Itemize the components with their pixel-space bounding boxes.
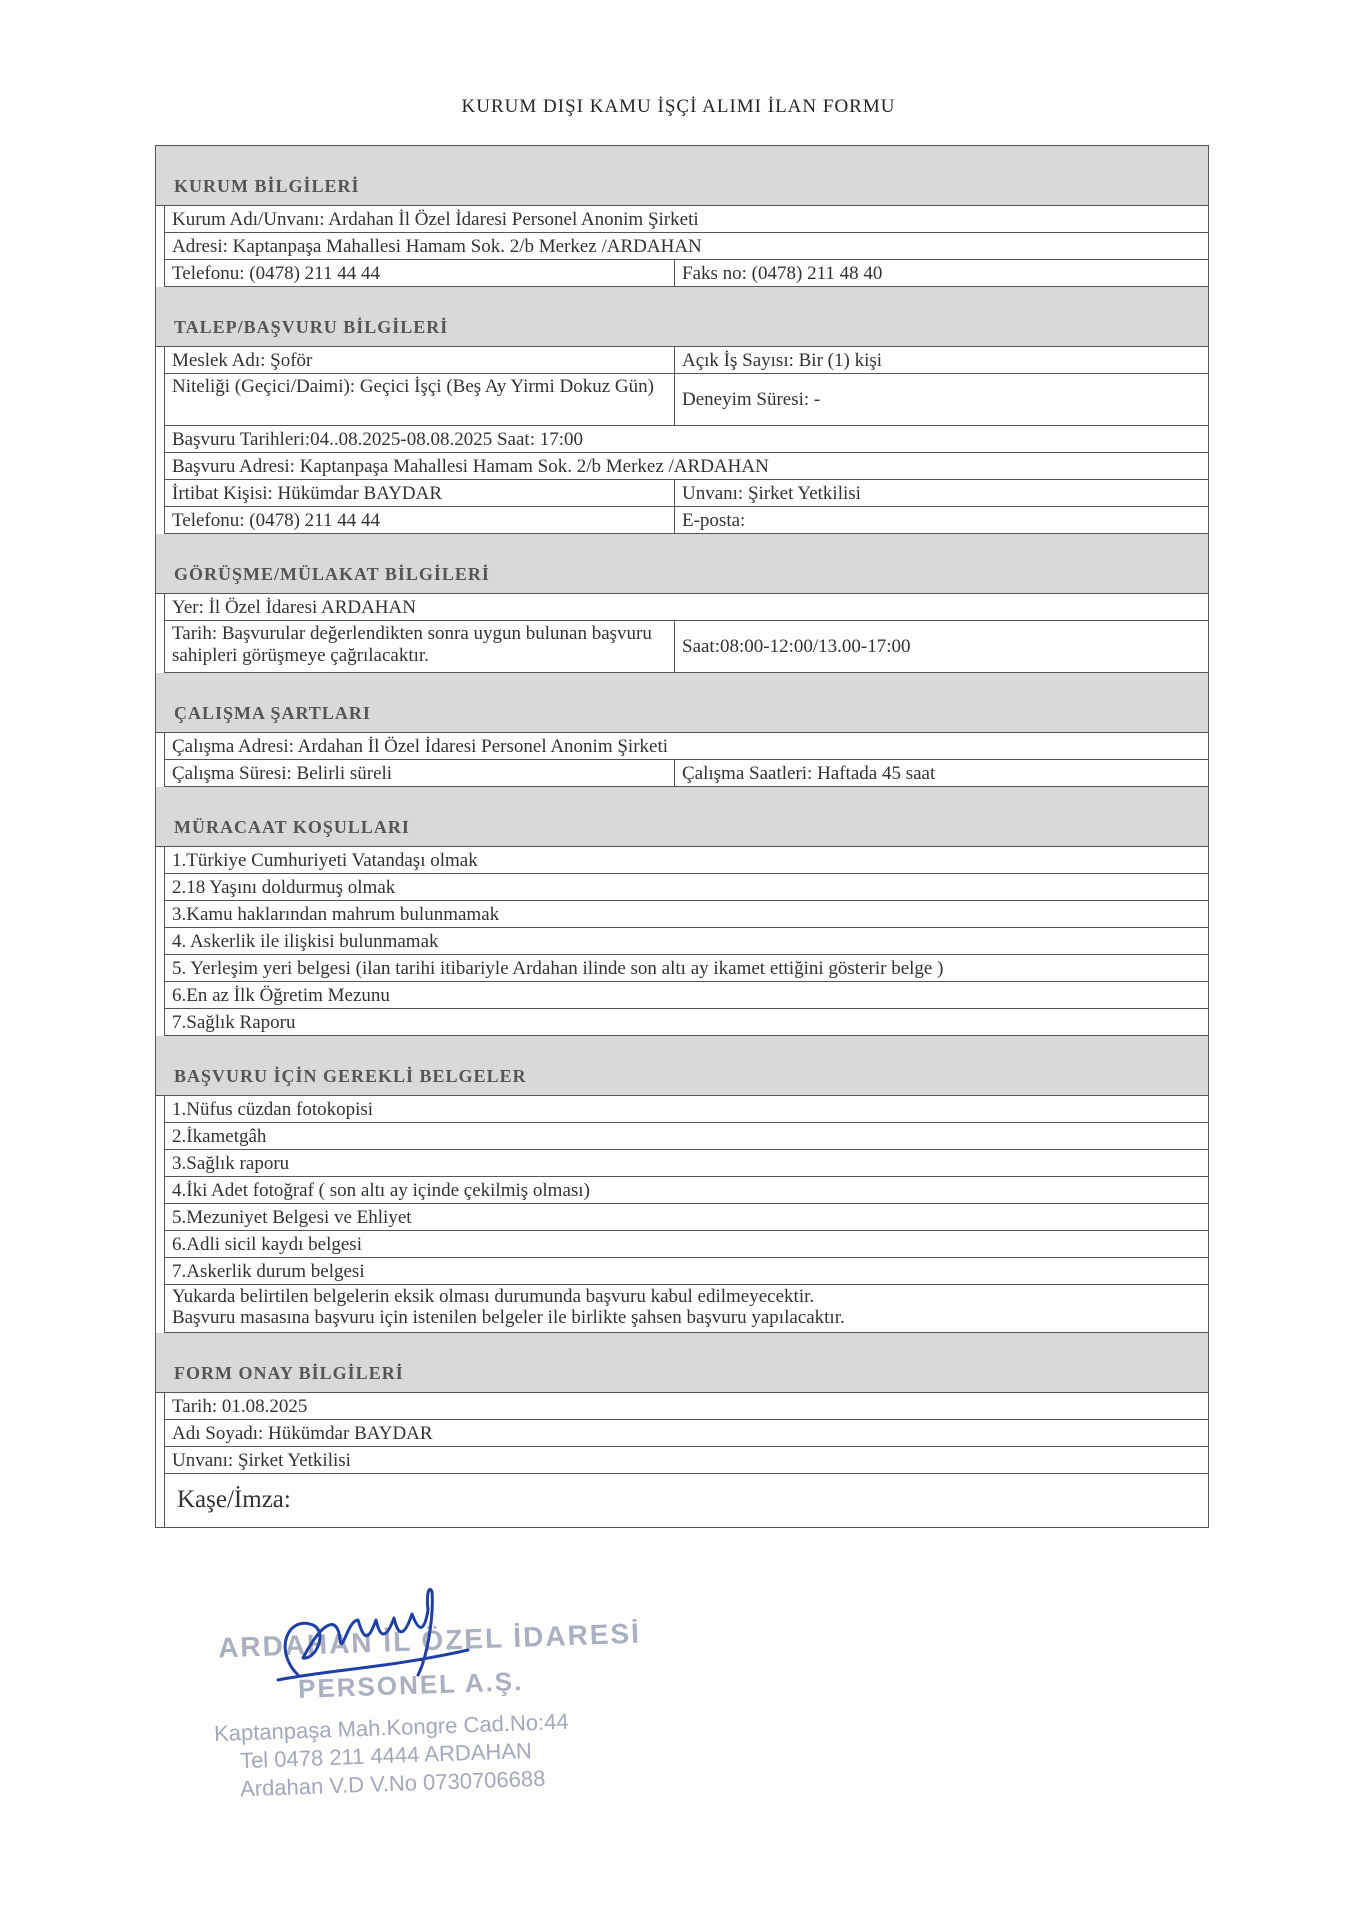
belge-item: 3.Sağlık raporu	[172, 1153, 290, 1174]
stamp-phone: Tel 0478 211 4444 ARDAHAN	[239, 1737, 533, 1774]
calisma-adres-row	[164, 733, 1208, 760]
stamp-company-name: ARDAHAN İL ÖZEL İDARESİ	[217, 1617, 642, 1664]
kurum-fax: Faks no: (0478) 211 48 40	[682, 263, 883, 284]
list-item	[164, 1009, 1208, 1036]
onay-tarih: Tarih: 01.08.2025	[172, 1396, 308, 1417]
section-belgeler-heading: BAŞVURU İÇİN GEREKLİ BELGELER	[156, 1036, 1208, 1096]
onay-adi: Adı Soyadı: Hükümdar BAYDAR	[172, 1423, 433, 1444]
talep-eposta: E-posta:	[682, 510, 746, 531]
belge-item: 1.Nüfus cüzdan fotokopisi	[172, 1099, 374, 1120]
belge-item: 7.Askerlik durum belgesi	[172, 1261, 365, 1282]
talep-irtibat: İrtibat Kişisi: Hükümdar BAYDAR	[165, 480, 675, 506]
talep-irtibat-row	[164, 480, 1208, 507]
belgeler-note-line-2: Başvuru masasına başvuru için istenilen belgeler ile birlikte şahsen başvuru yapılacaktır.	[172, 1307, 845, 1328]
muracaat-item: 3.Kamu haklarından mahrum bulunmamak	[172, 904, 500, 925]
gorusme-tarih-row	[164, 621, 1208, 673]
gorusme-saat: Saat:08:00-12:00/13.00-17:00	[682, 635, 911, 657]
list-item	[164, 1123, 1208, 1150]
section-onay-heading: FORM ONAY BİLGİLERİ	[156, 1333, 1208, 1393]
talep-meslek-row	[164, 347, 1208, 374]
calisma-saatler: Çalışma Saatleri: Haftada 45 saat	[682, 763, 936, 784]
belgeler-note	[165, 1285, 1208, 1332]
kurum-address-row	[164, 233, 1208, 260]
list-item	[164, 1204, 1208, 1231]
list-item	[164, 1150, 1208, 1177]
talep-nitelik-row	[164, 374, 1208, 426]
list-item	[164, 1177, 1208, 1204]
kase-imza-label: Kaşe/İmza:	[164, 1474, 1208, 1527]
muracaat-item: 1.Türkiye Cumhuriyeti Vatandaşı olmak	[172, 850, 478, 871]
belge-item: 6.Adli sicil kaydı belgesi	[172, 1234, 362, 1255]
kurum-name: Kurum Adı/Unvanı: Ardahan İl Özel İdaresi Personel Anonim Şirketi	[172, 209, 699, 230]
muracaat-item: 4. Askerlik ile ilişkisi bulunmamak	[172, 931, 439, 952]
belgeler-note-row	[164, 1285, 1208, 1333]
onay-adi-row	[164, 1420, 1208, 1447]
section-muracaat-heading: MÜRACAAT KOŞULLARI	[156, 787, 1208, 847]
section-talep-heading: TALEP/BAŞVURU BİLGİLERİ	[156, 287, 1208, 347]
talep-tarih: Başvuru Tarihleri:04..08.2025-08.08.2025 Saat: 17:00	[172, 429, 583, 450]
page-title: KURUM DIŞI KAMU İŞÇİ ALIMI İLAN FORMU	[461, 96, 896, 117]
gorusme-yer-row	[164, 594, 1208, 621]
talep-deneyim: Deneyim Süresi: -	[682, 388, 821, 410]
onay-unvan: Unvanı: Şirket Yetkilisi	[172, 1450, 351, 1471]
calisma-sure: Çalışma Süresi: Belirli süreli	[165, 760, 675, 786]
onay-tarih-row	[164, 1393, 1208, 1420]
stamp-tax: Ardahan V.D V.No 0730706688	[239, 1765, 546, 1802]
section-gorusme-heading: GÖRÜŞME/MÜLAKAT BİLGİLERİ	[156, 534, 1208, 594]
talep-meslek: Meslek Adı: Şoför	[165, 347, 675, 373]
calisma-adres: Çalışma Adresi: Ardahan İl Özel İdaresi Personel Anonim Şirketi	[172, 736, 669, 757]
list-item	[164, 955, 1208, 982]
muracaat-item: 2.18 Yaşını doldurmuş olmak	[172, 877, 396, 898]
list-item	[164, 1096, 1208, 1123]
stamp-address: Kaptanpaşa Mah.Kongre Cad.No:44	[213, 1708, 569, 1747]
list-item	[164, 982, 1208, 1009]
list-item	[164, 847, 1208, 874]
talep-unvan: Unvanı: Şirket Yetkilisi	[682, 483, 861, 504]
belgeler-note-line-1: Yukarda belirtilen belgelerin eksik olması durumunda başvuru kabul edilmeyecektir.	[172, 1286, 815, 1307]
calisma-sure-row	[164, 760, 1208, 787]
belge-item: 2.İkametgâh	[172, 1126, 267, 1147]
talep-adres-row	[164, 453, 1208, 480]
belge-item: 4.İki Adet fotoğraf ( son altı ay içinde çekilmiş olması)	[172, 1180, 590, 1201]
announcement-form	[155, 145, 1209, 1528]
talep-adres: Başvuru Adresi: Kaptanpaşa Mahallesi Hamam Sok. 2/b Merkez /ARDAHAN	[172, 456, 769, 477]
kurum-phone: Telefonu: (0478) 211 44 44	[165, 260, 675, 286]
section-calisma-heading: ÇALIŞMA ŞARTLARI	[156, 673, 1208, 733]
gorusme-tarih: Tarih: Başvurular değerlendikten sonra uygun bulunan başvuru sahipleri görüşmeye çağrılacaktır.	[165, 621, 675, 672]
kurum-contact-row	[164, 260, 1208, 287]
section-kurum-heading: KURUM BİLGİLERİ	[156, 146, 1208, 206]
list-item	[164, 928, 1208, 955]
muracaat-item: 5. Yerleşim yeri belgesi (ilan tarihi itibariyle Ardahan ilinde son altı ay ikamet ettiğini gösterir belge )	[172, 958, 944, 979]
gorusme-yer: Yer: İl Özel İdaresi ARDAHAN	[172, 597, 416, 618]
list-item	[164, 874, 1208, 901]
signature	[268, 1580, 488, 1700]
stamp-company-type: PERSONEL A.Ş.	[297, 1666, 524, 1704]
talep-telefon: Telefonu: (0478) 211 44 44	[165, 507, 675, 533]
kurum-name-row	[164, 206, 1208, 233]
talep-telefon-row	[164, 507, 1208, 534]
talep-acik-is: Açık İş Sayısı: Bir (1) kişi	[682, 350, 883, 371]
kurum-address: Adresi: Kaptanpaşa Mahallesi Hamam Sok. 2/b Merkez /ARDAHAN	[172, 236, 702, 257]
list-item	[164, 1258, 1208, 1285]
belge-item: 5.Mezuniyet Belgesi ve Ehliyet	[172, 1207, 412, 1228]
onay-unvan-row	[164, 1447, 1208, 1474]
muracaat-item: 6.En az İlk Öğretim Mezunu	[172, 985, 390, 1006]
list-item	[164, 901, 1208, 928]
talep-tarih-row	[164, 426, 1208, 453]
talep-nitelik: Niteliği (Geçici/Daimi): Geçici İşçi (Beş Ay Yirmi Dokuz Gün)	[165, 374, 675, 425]
muracaat-item: 7.Sağlık Raporu	[172, 1012, 296, 1033]
list-item	[164, 1231, 1208, 1258]
